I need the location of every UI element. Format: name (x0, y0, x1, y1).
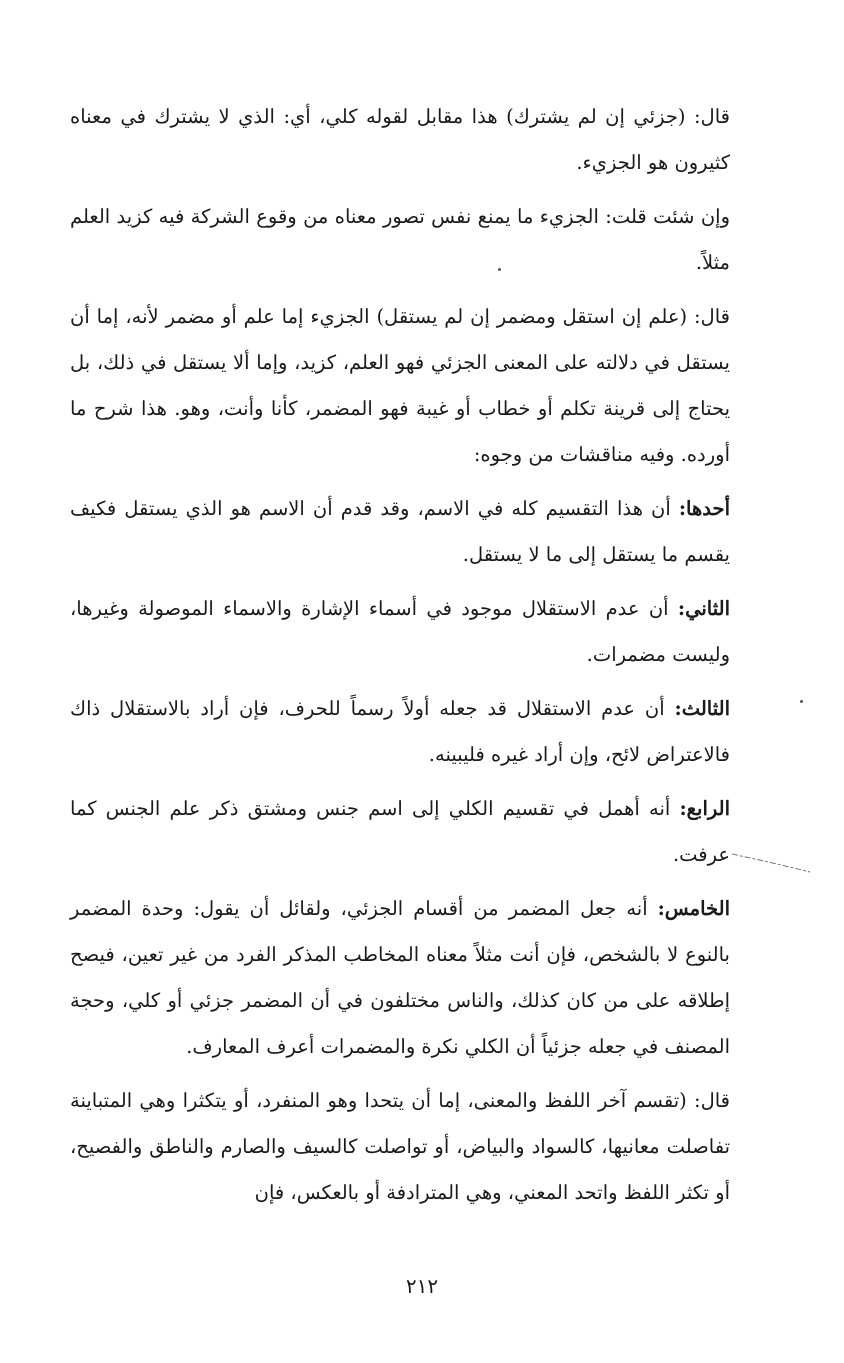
paragraph-lead: الرابع: (679, 797, 730, 820)
paragraph-lead: أحدها: (678, 497, 730, 520)
paragraph-4: أحدها: أن هذا التقسيم كله في الاسم، وقد قدم أن الاسم هو الذي يستقل فكيف يقسم ما يستقل إلى ما لا يستقل. (70, 497, 730, 566)
paragraph-2: وإن شئت قلت: الجزيء ما يمنع نفس تصور معناه من وقوع الشركة فيه كزيد العلم مثلاً. (70, 205, 730, 274)
page-number: ٢١٢ (405, 1274, 439, 1298)
paragraph-8: الخامس: أنه جعل المضمر من أقسام الجزئي، ولقائل أن يقول: وحدة المضمر بالنوع لا بالشخص، فإن أنت مثلاً معناه المخاطب المذكر الفرد من غير تعين، فيصح إطلاقه على من كان كذلك، والناس مختلفون في أن المضمر جزئي أو كلي، وحجة المصنف في جعله جزئياً أن الكلي نكرة والمضمرات أعرف المعارف. (70, 897, 730, 1058)
paragraph-3: قال: (علم إن استقل ومضمر إن لم يستقل) الجزيء إما علم أو مضمر لأنه، إما أن يستقل في دلالته على المعنى الجزئي فهو العلم، كزيد، وإما ألا يستقل في ذلك، بل يحتاج إلى قرينة تكلم أو خطاب أو غيبة فهو المضمر، كأنا وأنت، وهو. هذا شرح ما أورده. وفيه مناقشات من وجوه: (70, 305, 730, 466)
paragraph-1: قال: (جزئي إن لم يشترك) هذا مقابل لقوله كلي، أي: الذي لا يشترك في معناه كثيرون هو الجزيء. (70, 105, 730, 174)
scan-speck (498, 268, 501, 271)
scan-speck (800, 700, 803, 703)
page-body (70, 94, 730, 1224)
paragraph-6: الثالث: أن عدم الاستقلال قد جعله أولاً رسماً للحرف، فإن أراد بالاستقلال ذاك فالاعتراض لائح، وإن أراد غيره فليبينه. (70, 697, 730, 766)
paragraph-lead: الثاني: (677, 597, 730, 620)
paragraph-7: الرابع: أنه أهمل في تقسيم الكلي إلى اسم جنس ومشتق ذكر علم الجنس كما عرفت. (70, 797, 730, 866)
paragraph-5: الثاني: أن عدم الاستقلال موجود في أسماء الإشارة والاسماء الموصولة وغيرها، وليست مضمرات. (70, 597, 730, 666)
paragraph-lead: الثالث: (674, 697, 730, 720)
paragraph-9: قال: (تقسم آخر اللفظ والمعنى، إما أن يتحدا وهو المنفرد، أو يتكثرا وهي المتباينة تفاصلت معانيها، كالسواد والبياض، أو تواصلت كالسيف والصارم والناطق والفصيح، أو تكثر اللفظ واتحد المعني، وهي المترادفة أو بالعكس، فإن (70, 1089, 730, 1204)
paragraph-lead: الخامس: (657, 897, 730, 920)
margin-scribble (730, 848, 812, 878)
